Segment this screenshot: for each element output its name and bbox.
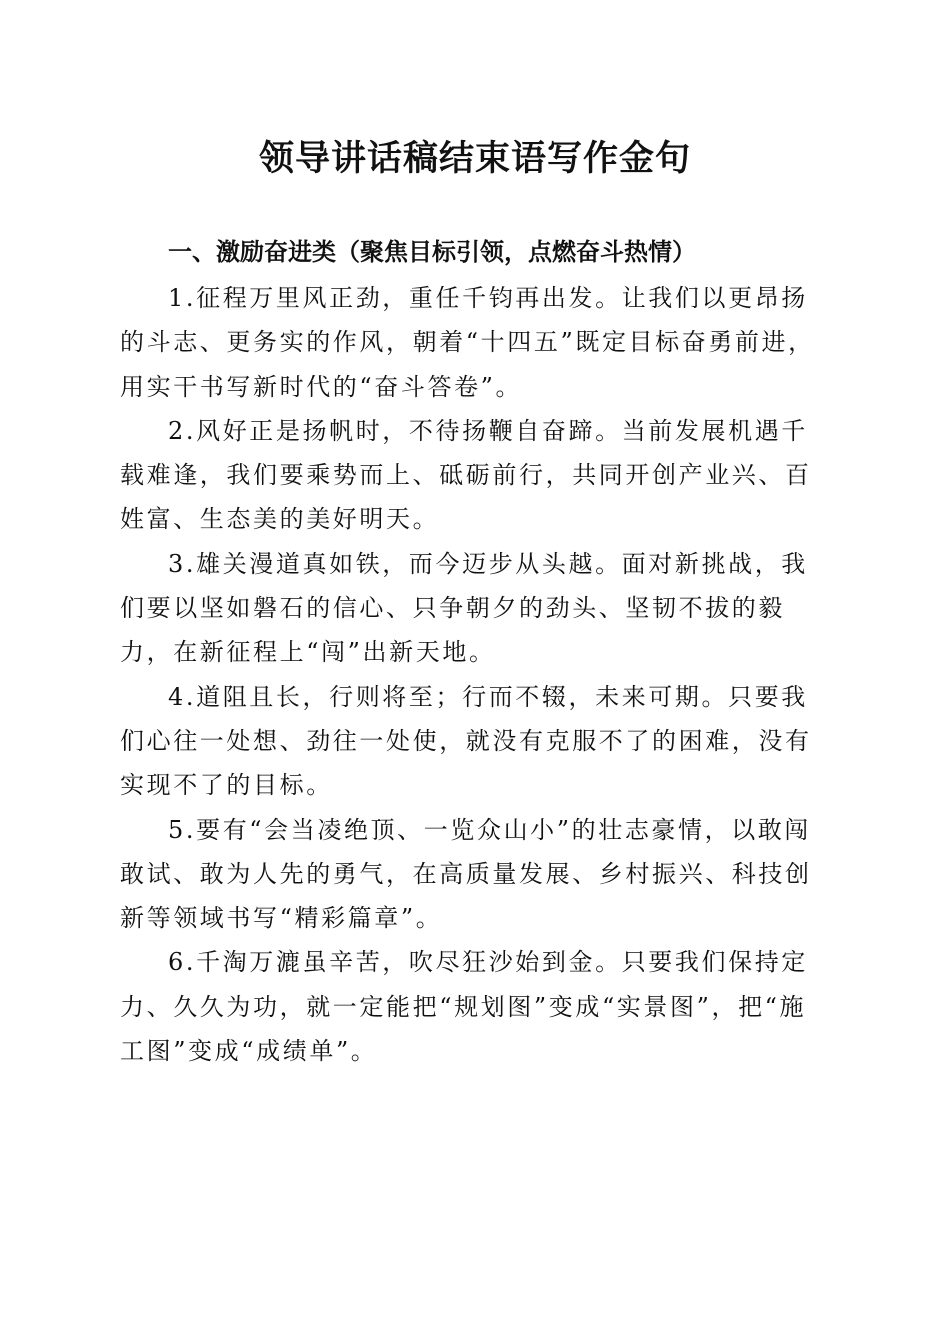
quote-item-3: 3.雄关漫道真如铁，而今迈步从头越。面对新挑战，我们要以坚如磐石的信心、只争朝夕的劲头、坚韧不拔的毅力，在新征程上“闯”出新天地。 — [120, 549, 808, 667]
quote-item-1: 1.征程万里风正劲，重任千钧再出发。让我们以更昂扬的斗志、更务实的作风，朝着“十四五”既定目标奋勇前进，用实干书写新时代的“奋斗答卷”。 — [120, 284, 815, 401]
document-title: 领导讲话稿结束语写作金句 — [258, 138, 691, 179]
quote-item-4: 4.道阻且长，行则将至；行而不辍，未来可期。只要我们心往一处想、劲往一处使，就没有克服不了的困难，没有实现不了的目标。 — [120, 682, 812, 800]
section-heading: 一、激励奋进类（聚焦目标引领，点燃奋斗热情） — [168, 238, 696, 266]
quote-item-6: 6.千淘万漉虽辛苦，吹尽狂沙始到金。只要我们保持定力、久久为功，就一定能把“规划图”变成“实景图”，把“施工图”变成“成绩单”。 — [120, 948, 808, 1066]
quote-item-5: 5.要有“会当凌绝顶、一览众山小”的壮志豪情，以敢闯敢试、敢为人先的勇气，在高质量发展、乡村振兴、科技创新等领域书写“精彩篇章”。 — [120, 815, 812, 933]
quote-list — [120, 276, 832, 1073]
quote-item-2: 2.风好正是扬帆时，不待扬鞭自奋蹄。当前发展机遇千载难逢，我们要乘势而上、砥砺前行，共同开创产业兴、百姓富、生态美的美好明天。 — [120, 416, 812, 534]
